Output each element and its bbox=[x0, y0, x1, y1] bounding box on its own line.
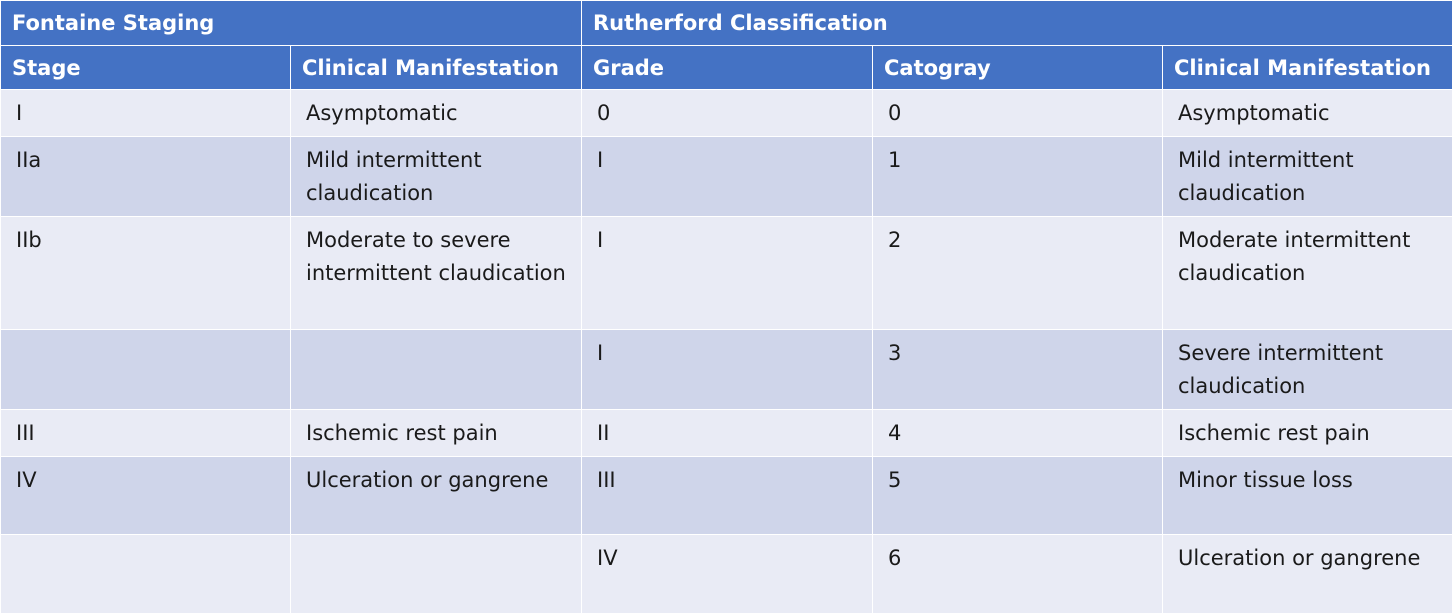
column-header-catogray: Catogray bbox=[873, 46, 1163, 90]
table-row bbox=[1, 457, 1452, 535]
cell-stage: IIb bbox=[1, 217, 291, 330]
column-header-stage: Stage bbox=[1, 46, 291, 90]
cell-rutherford-manifestation: Severe intermittent claudication bbox=[1163, 330, 1452, 410]
cell-category: 6 bbox=[873, 535, 1163, 614]
cell-fontaine-manifestation: Moderate to severe intermittent claudication bbox=[291, 217, 582, 330]
column-header-rutherford-clinical-manifestation: Clinical Manifestation bbox=[1163, 46, 1452, 90]
cell-stage: III bbox=[1, 410, 291, 457]
header-group-row bbox=[1, 1, 1452, 46]
cell-stage bbox=[1, 330, 291, 410]
cell-stage: I bbox=[1, 90, 291, 137]
table-row bbox=[1, 535, 1452, 614]
table-row bbox=[1, 330, 1452, 410]
cell-grade: 0 bbox=[582, 90, 873, 137]
table-row bbox=[1, 410, 1452, 457]
cell-category: 3 bbox=[873, 330, 1163, 410]
cell-fontaine-manifestation: Ulceration or gangrene bbox=[291, 457, 582, 535]
cell-fontaine-manifestation bbox=[291, 535, 582, 614]
cell-stage bbox=[1, 535, 291, 614]
table-row bbox=[1, 217, 1452, 330]
cell-fontaine-manifestation: Asymptomatic bbox=[291, 90, 582, 137]
cell-grade: I bbox=[582, 217, 873, 330]
cell-rutherford-manifestation: Ulceration or gangrene bbox=[1163, 535, 1452, 614]
cell-rutherford-manifestation: Minor tissue loss bbox=[1163, 457, 1452, 535]
cell-rutherford-manifestation: Mild intermittent claudication bbox=[1163, 137, 1452, 217]
cell-category: 0 bbox=[873, 90, 1163, 137]
cell-grade: IV bbox=[582, 535, 873, 614]
cell-grade: III bbox=[582, 457, 873, 535]
cell-rutherford-manifestation: Asymptomatic bbox=[1163, 90, 1452, 137]
table-row bbox=[1, 90, 1452, 137]
cell-stage: IIa bbox=[1, 137, 291, 217]
header-column-row bbox=[1, 46, 1452, 90]
header-fontaine-staging: Fontaine Staging bbox=[1, 1, 582, 46]
cell-stage: IV bbox=[1, 457, 291, 535]
cell-category: 4 bbox=[873, 410, 1163, 457]
cell-grade: II bbox=[582, 410, 873, 457]
cell-fontaine-manifestation: Ischemic rest pain bbox=[291, 410, 582, 457]
cell-category: 2 bbox=[873, 217, 1163, 330]
cell-fontaine-manifestation bbox=[291, 330, 582, 410]
header-rutherford-classification: Rutherford Classification bbox=[582, 1, 1452, 46]
cell-rutherford-manifestation: Moderate intermittent claudication bbox=[1163, 217, 1452, 330]
cell-grade: I bbox=[582, 137, 873, 217]
cell-fontaine-manifestation: Mild intermittent claudication bbox=[291, 137, 582, 217]
cell-category: 5 bbox=[873, 457, 1163, 535]
cell-rutherford-manifestation: Ischemic rest pain bbox=[1163, 410, 1452, 457]
cell-category: 1 bbox=[873, 137, 1163, 217]
column-header-grade: Grade bbox=[582, 46, 873, 90]
table-row bbox=[1, 137, 1452, 217]
cell-grade: I bbox=[582, 330, 873, 410]
column-header-fontaine-clinical-manifestation: Clinical Manifestation bbox=[291, 46, 582, 90]
